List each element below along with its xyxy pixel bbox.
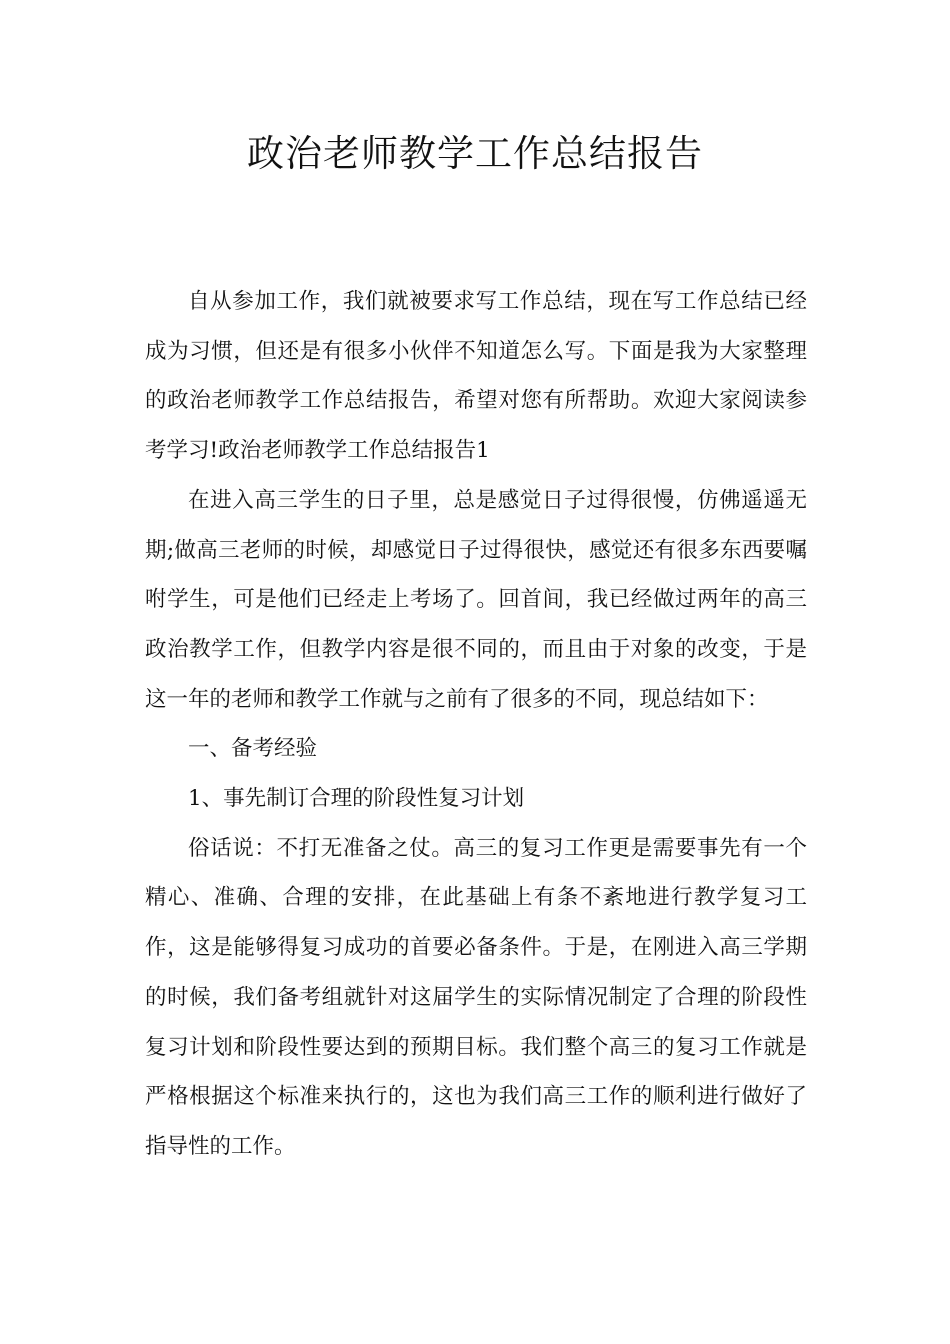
document-title: 政治老师教学工作总结报告	[247, 132, 703, 175]
section-heading: 一、备考经验	[188, 736, 318, 762]
paragraph-reflection: 在进入高三学生的日子里，总是感觉日子过得很慢，仿佛遥遥无期;做高三老师的时候，却感觉日子过得很快，感觉还有很多东西要嘱咐学生，可是他们已经走上考场了。回首间，我已经做过两年的高三政治教学工作，但教学内容是很不同的，而且由于对象的改变，于是这一年的老师和教学工作就与之前有了很多的不同，现总结如下：	[145, 487, 807, 712]
subsection-heading: 1、事先制订合理的阶段性复习计划	[188, 786, 525, 812]
paragraph-plan: 俗话说：不打无准备之仗。高三的复习工作更是需要事先有一个精心、准确、合理的安排，在此基础上有条不紊地进行教学复习工作，这是能够得复习成功的首要必备条件。于是，在刚进入高三学期的时候，我们备考组就针对这届学生的实际情况制定了合理的阶段性复习计划和阶段性要达到的预期目标。我们整个高三的复习工作就是严格根据这个标准来执行的，这也为我们高三工作的顺利进行做好了指导性的工作。	[145, 835, 807, 1159]
document-body	[145, 277, 807, 1172]
paragraph-intro: 自从参加工作，我们就被要求写工作总结，现在写工作总结已经成为习惯，但还是有很多小伙伴不知道怎么写。下面是我为大家整理的政治老师教学工作总结报告，希望对您有所帮助。欢迎大家阅读参考学习!政治老师教学工作总结报告1	[145, 289, 807, 464]
